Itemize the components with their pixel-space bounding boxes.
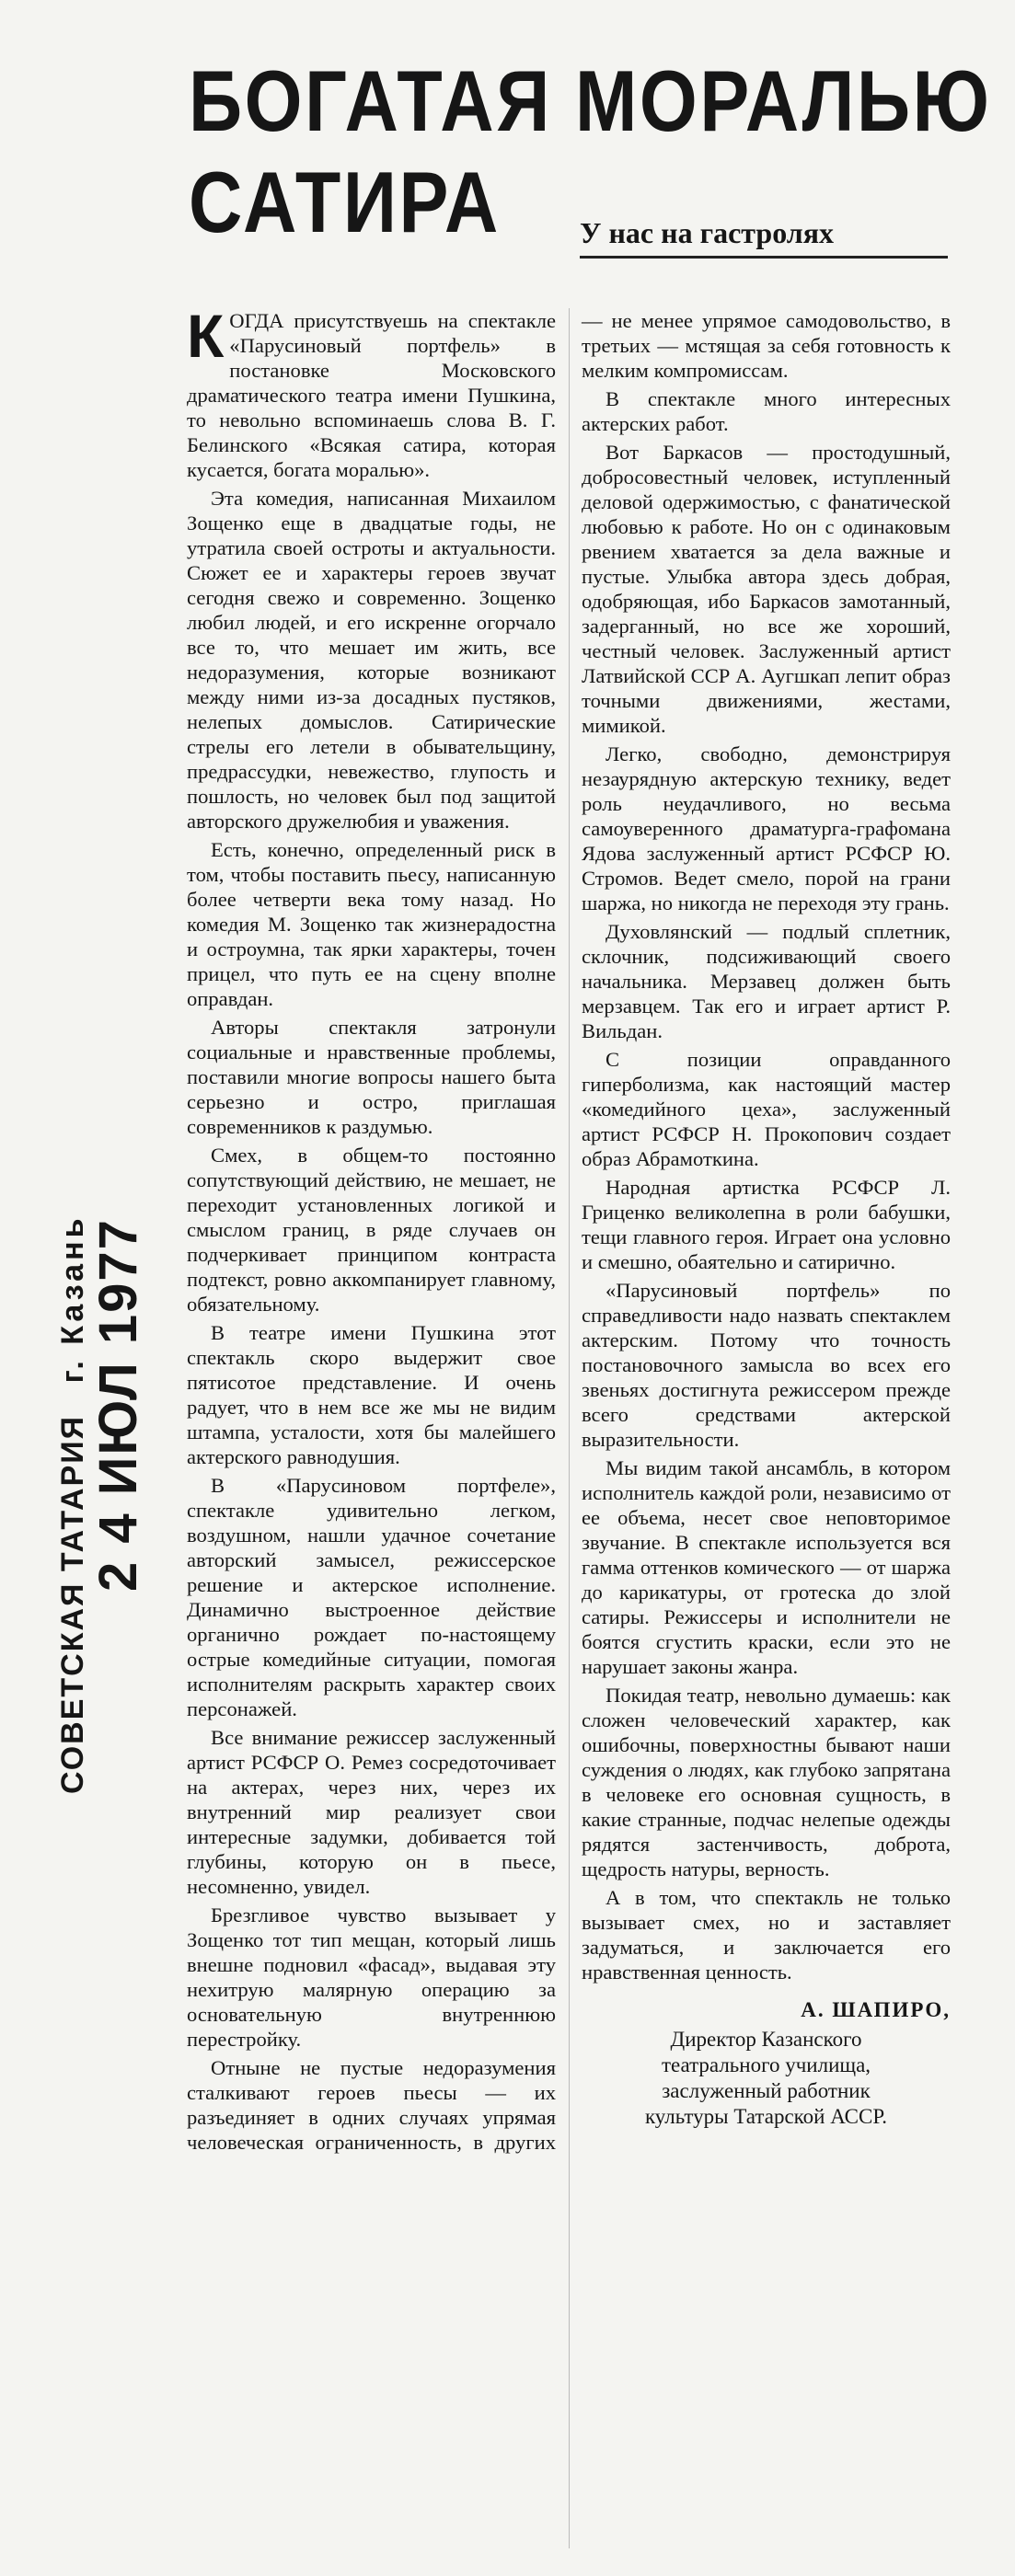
paragraph-5: Смех, в общем-то постоянно сопутствующий действию, не мешает, не переходит установленных логикой и смыслом границ, в ряде случаев он подчеркивает принципом контраста подтекст, ровно аккомпанирует главному, обязательному.	[187, 1144, 556, 1316]
paragraph-3: Есть, конечно, определенный риск в том, чтобы поставить пьесу, написанную более четверти века тому назад. Но комедия М. Зощенко так жизнерадостна и остроумна, так ярки характеры, точен прицел, что путь ее на сцену вполне оправдан.	[187, 838, 556, 1010]
paragraph-18: Мы видим такой ансамбль, в котором исполнитель каждой роли, независимо от ее объема, несет свое неповторимое звучание. В спектакле используется вся гамма оттенков комического — от шаржа до карикатуры, от гротеска до злой сатиры. Режиссеры и исполнители не боятся сгустить краски, если это не нарушает законы жанра.	[582, 1456, 951, 1678]
author-title-line-1: Директор Казанского	[670, 2028, 862, 2051]
author-title-line-2: театрального училища,	[661, 2053, 871, 2076]
paragraph-2: Эта комедия, написанная Михаилом Зощенко еще в двадцатые годы, не утратила своей остроты и актуальности. Сюжет ее и характеры героев звучат сегодня свежо и современно. Зощенко любил людей, и его искренне огорчало все то, что мешает им жить, все недоразумения, которые возникают между ними из-за досадных пустяков, нелепых домыслов. Сатирические стрелы его летели в обывательщину, предрассудки, невежество, глупость и пошлость, но человек был под защитой авторского дружелюбия и уважения.	[187, 487, 556, 833]
paragraph-10: Отныне не пустые недоразумения сталкивают героев пьесы — их разъединяет в одних случаях упрямая человеческая ограниченность, в других — не менее упрямое самодовольство, в третьих — мстящая за себя готовность к мелким компромиссам.	[187, 309, 951, 2154]
paragraph-14: Духовлянский — подлый сплетник, склочник, подсиживающий своего начальника. Мерзавец должен быть мерзавцем. Так его и играет артист Р. Вильдан.	[582, 920, 951, 1042]
paragraph-15: С позиции оправданного гиперболизма, как настоящий мастер «комедийного цеха», заслуженный артист РСФСР Н. Прокопович создает образ Абрамоткина.	[582, 1048, 951, 1170]
newspaper-stamp	[55, 1214, 91, 1794]
signature-block	[582, 1997, 951, 2130]
paragraph-9: Брезгливое чувство вызывает у Зощенко тот тип мещан, который лишь внешне подновил «фасад», выдавая эту нехитрую малярную операцию за основательную внутреннюю перестройку.	[187, 1903, 556, 2051]
paragraph-4: Авторы спектакля затронули социальные и нравственные проблемы, поставили многие вопросы нашего быта серьезно и остро, приглашая современников к раздумью.	[187, 1016, 556, 1138]
paragraph-11: В спектакле много интересных актерских работ.	[582, 387, 951, 435]
newspaper-name: СОВЕТСКАЯ ТАТАРИЯ	[55, 1414, 90, 1794]
paragraph-12: Вот Баркасов — простодушный, добросовестный человек, иступленный деловой одержимостью, с фанатической любовью к работе. Но он с одинаковым рвением хватается за дела важные и пустые. Улыбка автора здесь добрая, одобряющая, ибо Баркасов замотанный, задерганный, но все же хороший, честный человек. Заслуженный артист Латвийской ССР А. Аугшкап лепит образ точными движениями, жестами, мимикой.	[582, 441, 951, 737]
article-body	[187, 308, 951, 2548]
author-title-line-4: культуры Татарской АССР.	[644, 2105, 888, 2128]
paragraph-1-text: ОГДА присутствуешь на спектакле «Парусиновый портфель» в постановке Московского драматического театра имени Пушкина, то невольно вспоминаешь слова В. Г. Белинского «Всякая сатира, которая кусается, богата моралью».	[187, 309, 556, 481]
paragraph-6: В театре имени Пушкина этот спектакль скоро выдержит свое пятисотое представление. И очень радует, что в нем все же мы не видим штампа, усталости, хотя бы малейшего актерского равнодушия.	[187, 1321, 556, 1468]
paragraph-19: Покидая театр, невольно думаешь: как сложен человеческий характер, как ошибочны, поверхностны бывают наши суждения о людях, как глубоко запрятана в человеке его основная сущность, в какие странные, подчас нелепые одежды рядятся застенчивость, доброта, щедрость натуры, верность.	[582, 1684, 951, 1880]
paragraph-20: А в том, что спектакль не только вызывает смех, но и заставляет задуматься, и заключается его нравственная ценность.	[582, 1886, 951, 1984]
headline-line-2: САТИРА	[189, 154, 501, 250]
headline-line-1: БОГАТАЯ МОРАЛЬЮ	[189, 52, 992, 149]
newspaper-city: г. Казань	[55, 1214, 90, 1384]
paragraph-13: Легко, свободно, демонстрируя незаурядную актерскую технику, ведет роль неудачливого, но весьма самоуверенного драматурга-графомана Ядова заслуженный артист РСФСР Ю. Стромов. Ведет смело, порой на грани шаржа, но никогда не переходя эту грань.	[582, 742, 951, 914]
rubric-label: У нас на гастролях	[580, 216, 948, 259]
paragraph-16: Народная артистка РСФСР Л. Гриценко великолепна в роли бабушки, тещи главного героя. Играет она условно и смешно, обаятельно и сатирично.	[582, 1176, 951, 1273]
clipping-date: 2 4 ИЮЛ 1977	[88, 1218, 148, 1592]
paragraph-8: Все внимание режиссер заслуженный артист РСФСР О. Ремез сосредоточивает на актерах, через них, через их внутренний мир реализует свои интересные задумки, добивается той глубины, которую он в пьесе, несомненно, увидел.	[187, 1726, 556, 1898]
paragraph-1	[187, 308, 556, 482]
paragraph-7: В «Парусиновом портфеле», спектакле удивительно легком, воздушном, нашли удачное сочетание авторский замысел, режиссерское решение и актерское исполнение. Динамично выстроенное действие органично рождает по-настоящему острые комедийные ситуации, помогая исполнителям раскрыть характер своих персонажей.	[187, 1474, 556, 1720]
drop-cap: К	[187, 308, 225, 370]
author-title-line-3: заслуженный работник	[662, 2079, 871, 2102]
author-name: А. ШАПИРО,	[801, 1998, 951, 2021]
paragraph-17: «Парусиновый портфель» по справедливости надо назвать спектаклем актерским. Потому что точность постановочного замысла во всех его звеньях достигнута режиссером прежде всего средствами актерской выразительности.	[582, 1279, 951, 1451]
